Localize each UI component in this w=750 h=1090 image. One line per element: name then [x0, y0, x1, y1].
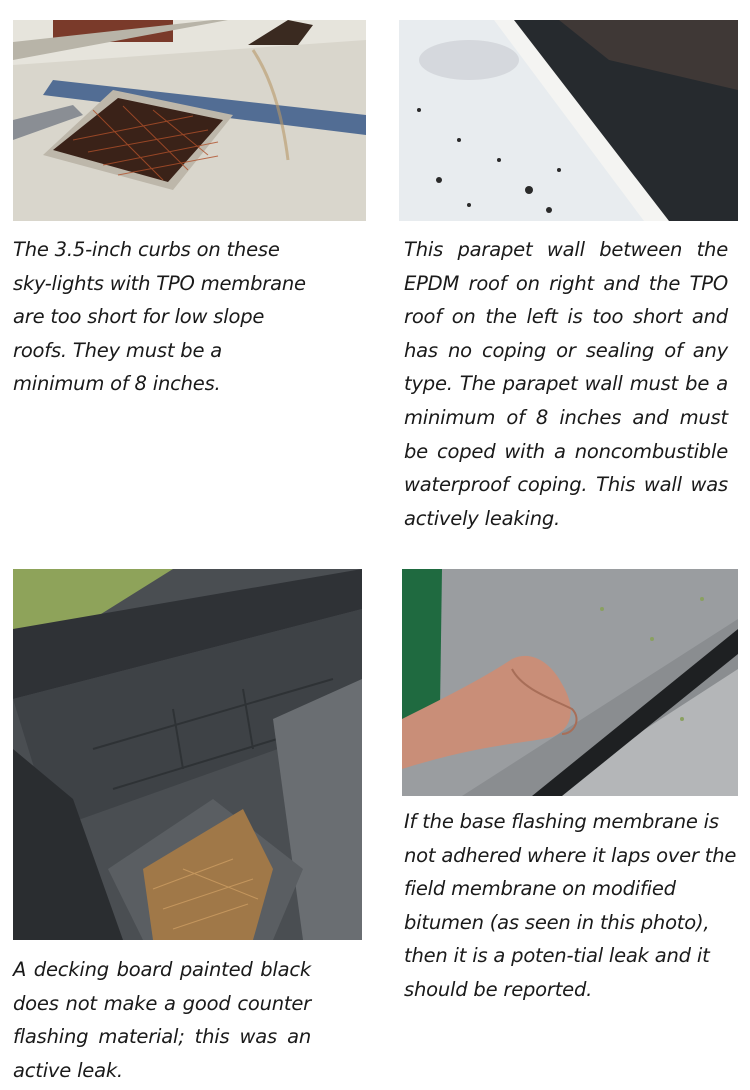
photo-decking-board	[13, 569, 362, 940]
photo-base-flashing-lap	[402, 569, 738, 796]
caption-base-flashing-lap: If the base flashing membrane is not adhered where it laps over the field membrane on modified bitumen (as seen in this photo), then it is a poten-tial leak and it should be reported.	[404, 810, 737, 1001]
caption-skylights: The 3.5-inch curbs on these sky-lights with TPO membrane are too short for low slope roofs. They must be a minimum of 8 inches.	[13, 238, 306, 396]
photo-skylights	[13, 20, 366, 221]
caption-decking-board: A decking board painted black does not make a good counter flashing material; this was an active leak.	[13, 958, 311, 1082]
caption-parapet-wall: This parapet wall between the EPDM roof on right and the TPO roof on the left is too short and has no coping or sealing of any type. The parapet wall must be a minimum of 8 inches and must be coped with a noncombustible waterproof coping. This wall was actively leaking.	[404, 238, 728, 530]
photo-parapet-wall	[399, 20, 738, 221]
